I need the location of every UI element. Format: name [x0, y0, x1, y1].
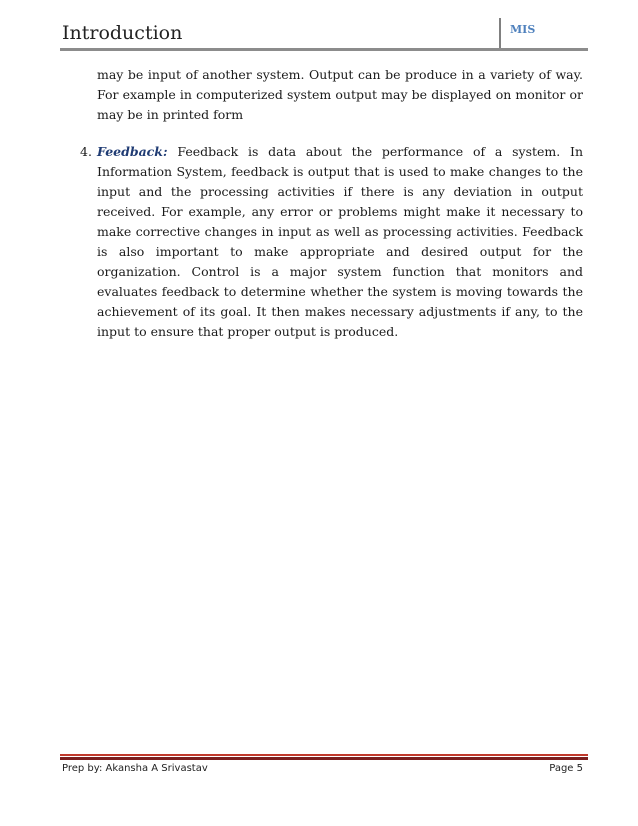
footer-rule-bottom: [60, 757, 588, 760]
header-rule: [60, 48, 588, 51]
list-item-number: 4.: [80, 144, 92, 159]
footer-rule-top: [60, 754, 588, 756]
header-tag: MIS: [510, 23, 536, 36]
feedback-text: Feedback is data about the performance of a system. In Information System, feedback is output that is used to make changes to the input and the processing activities if there is any deviation in output received. For example, any error or problems might make it necessary to make corrective changes in input as well as processing activities. Feedback is also important to make appropriate and desired output for the organization. Control is a major system function that monitors and evaluates feedback to determine whether the system is moving towards the achievement of its goal. It then makes necessary adjustments if any, to the input to ensure that proper output is produced.: [97, 144, 583, 339]
header-divider: [499, 18, 501, 48]
continuation-paragraph: may be input of another system. Output can be produce in a variety of way. For example in computerized system output may be displayed on monitor or may be in printed form: [97, 67, 583, 122]
feedback-term: Feedback:: [97, 144, 168, 159]
header-title: Introduction: [62, 22, 183, 44]
footer-author: Prep by: Akansha A Srivastav: [62, 763, 208, 774]
page-header: [60, 18, 588, 50]
list-item-feedback: [97, 142, 583, 342]
footer-page-number: Page 5: [549, 763, 583, 774]
